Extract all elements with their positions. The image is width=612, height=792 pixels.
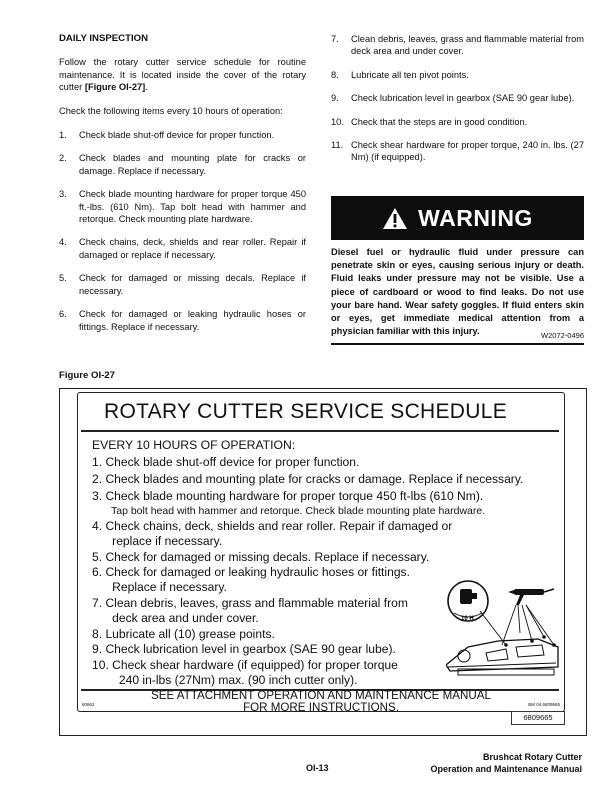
warning-banner <box>331 196 584 240</box>
item-number: 9. <box>331 93 339 104</box>
item-text: Clean debris, leaves, grass and flammable material from deck area and under cover. <box>351 34 584 57</box>
item-number: 11. <box>331 140 344 151</box>
decal-line: 6. Check for damaged or leaking hydraulic hoses or fittings. <box>92 565 410 579</box>
decal-footer-line: SEE ATTACHMENT OPERATION AND MAINTENANCE MANUAL <box>151 689 491 702</box>
item-text: Check chains, deck, shields and rear roller. Repair if damaged or replace if necessary. <box>79 237 306 260</box>
item-number: 7. <box>331 34 339 44</box>
item-number: 10. <box>331 116 344 127</box>
decal-line: 3. Check blade mounting hardware for proper torque 450 ft-lbs (610 Nm). <box>92 489 484 503</box>
decal-line: 7. Clean debris, leaves, grass and flammable material from <box>92 596 408 610</box>
decal-code-right: BM 04 6809665 <box>528 702 560 707</box>
service-decal <box>77 392 565 712</box>
decal-subline: Tap bolt head with hammer and retorque. Check blade mounting plate hardware. <box>111 505 486 517</box>
part-number-box: 6809665 <box>511 711 565 725</box>
decal-line: replace if necessary. <box>92 534 223 548</box>
item-number: 6. <box>59 309 67 320</box>
item-text: Lubricate all ten pivot points. <box>351 69 469 80</box>
warning-body: Diesel fuel or hydraulic fluid under pressure can penetrate skin or eyes, causing serious injury or death. Fluid leaks under pressure may not be visible. Use a piece of cardboard or wood to find leaks. Do not use your bare hand. Wear safety goggles. If fluid enters skin or eyes, get immediate medical attention from a physician familiar with this injury. <box>331 247 584 337</box>
item-number: 4. <box>59 237 67 248</box>
decal-line: 8. Lubricate all (10) grease points. <box>92 627 275 641</box>
decal-line: 10. Check shear hardware (if equipped) for proper torque <box>92 658 398 672</box>
decal-line: 9. Check lubrication level in gearbox (SAE 90 gear lube). <box>92 642 396 656</box>
intro-paragraph <box>59 56 306 93</box>
decal-title: ROTARY CUTTER SERVICE SCHEDULE <box>104 400 508 423</box>
item-text: Check shear hardware for proper torque, 240 in. lbs. (27 Nm) (if equipped). <box>351 140 584 163</box>
footer-line: Brushcat Rotary Cutter <box>482 752 582 762</box>
page-number: OI-13 <box>306 763 329 773</box>
warning-code: W2072-0496 <box>541 331 584 340</box>
decal-line: Replace if necessary. <box>92 580 227 594</box>
decal-line: deck area and under cover. <box>92 611 259 625</box>
right-column <box>331 33 584 164</box>
footer-title <box>430 751 582 775</box>
warning-title: WARNING <box>418 204 533 231</box>
item-text: Check blade mounting hardware for proper torque 450 ft.-lbs. (610 Nm). Tap bolt head with hammer and retorque. Check mounting plate hardware. <box>79 189 306 225</box>
footer-line: Operation and Maintenance Manual <box>430 764 582 774</box>
item-number: 2. <box>59 153 67 164</box>
item-number: 5. <box>59 273 67 284</box>
figure-reference: [Figure OI-27] <box>84 82 146 93</box>
list-item <box>331 139 584 164</box>
intro-text-end: . <box>145 82 148 93</box>
decal-line: 5. Check for damaged or missing decals. Replace if necessary. <box>92 550 430 564</box>
list-item <box>59 308 306 333</box>
decal-line: 2. Check blades and mounting plate for cracks or damage. Replace if necessary. <box>92 472 524 486</box>
decal-heading: EVERY 10 HOURS OF OPERATION: <box>92 438 296 452</box>
rotary-cutter-illustration <box>446 575 560 683</box>
section-heading: DAILY INSPECTION <box>59 33 149 44</box>
decal-footer <box>78 690 564 714</box>
item-text: Check blade shut-off device for proper function. <box>79 130 275 141</box>
item-text: Check for damaged or leaking hydraulic hoses or fittings. Replace if necessary. <box>79 309 306 332</box>
item-number: 3. <box>59 189 67 200</box>
intro-text: Follow the rotary cutter service schedule for routine maintenance. It is located inside the cover of the rotary cutter <box>59 57 306 93</box>
list-item <box>59 236 306 261</box>
list-item <box>59 272 306 297</box>
list-item <box>331 69 584 81</box>
decal-line: 1. Check blade shut-off device for proper function. <box>92 455 360 469</box>
decal-line: 4. Check chains, deck, shields and rear roller. Repair if damaged or <box>92 519 453 533</box>
list-item <box>59 152 306 177</box>
item-text: Check lubrication level in gearbox (SAE 90 gear lube). <box>351 93 575 104</box>
list-item <box>331 33 584 58</box>
warning-triangle-icon <box>382 207 408 230</box>
item-text: Check that the steps are in good condition. <box>351 116 528 127</box>
item-text: Check for damaged or missing decals. Replace if necessary. <box>79 273 306 296</box>
item-number: 8. <box>331 69 339 80</box>
list-item <box>59 129 306 141</box>
decal-code-left: 60662 <box>82 702 95 707</box>
item-text: Check blades and mounting plate for cracks or damage. Replace if necessary. <box>79 153 306 176</box>
gauge-label: 10 H <box>461 616 474 622</box>
warning-rule <box>331 343 584 345</box>
list-item <box>331 116 584 128</box>
item-number: 1. <box>59 130 67 141</box>
left-column <box>59 33 306 333</box>
list-item <box>59 188 306 225</box>
decal-divider <box>81 430 559 432</box>
check-intro: Check the following items every 10 hours of operation: <box>59 105 283 116</box>
decal-line: 240 in-lbs (27Nm) max. (90 inch cutter only). <box>92 673 358 687</box>
figure-label: Figure OI-27 <box>59 370 115 381</box>
decal-footer-line: FOR MORE INSTRUCTIONS. <box>243 700 399 714</box>
list-item <box>331 92 584 104</box>
